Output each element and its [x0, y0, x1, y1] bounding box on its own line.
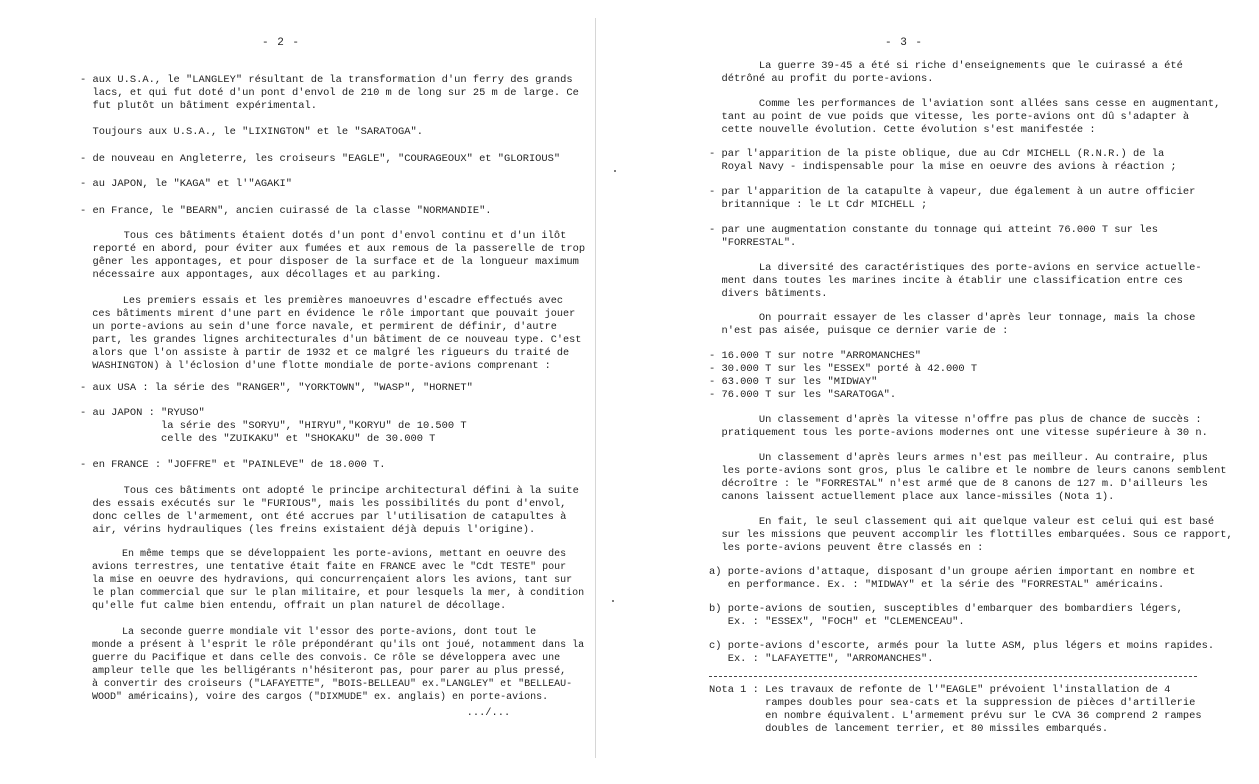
paragraph-france: - en France, le "BEARN", ancien cuirassé de la classe "NORMANDIE".	[80, 205, 492, 217]
paragraph-japan: - au JAPON, le "KAGA" et l'"AGAKI"	[80, 178, 293, 190]
list-item-support: b) porte-avions de soutien, susceptibles d'embarquer des bombardiers légers, Ex. : "ESSEX", "FOCH" et "CLEMENCEAU".	[709, 603, 1183, 628]
paragraph-lexington: Toujours aux U.S.A., le "LIXINGTON" et le "SARATOGA".	[80, 126, 423, 138]
list-item-attack: a) porte-avions d'attaque, disposant d'un groupe aérien important en nombre et en performance. Ex. : "MIDWAY" et la série des "FORRESTAL" américains.	[709, 566, 1196, 591]
paragraph-ww2: La seconde guerre mondiale vit l'essor des porte-avions, dont tout le monde a présent à l'esprit le rôle prépondérant qu'ils ont joué, notamment dans la guerre du Pacifique et dans celle des convois. Ce rôle se développera avec une ampleur telle que les belligérants n'hésiteront pas, pour parer au plus pressé, à convertir des croiseurs ("LAFAYETTE", "BOIS-BELLEAU" ex."LANGLEY" et "BELLEAU- WOOD" américains), voire des cargos ("DIXMUDE" ex. anglais) en porte-avions.	[92, 627, 585, 703]
tonnage-list: - 16.000 T sur notre "ARROMANCHES" - 30.000 T sur les "ESSEX" porté à 42.000 T - 63.000 T sur les "MIDWAY" - 76.000 T sur les "SARATOGA".	[709, 350, 978, 401]
right-page	[597, 0, 1259, 784]
paragraph-missions-class: En fait, le seul classement qui ait quelque valeur est celui qui est basé sur les missions que peuvent accomplir les flottilles embarquées. Sous ce rapport, les porte-avions peuvent être classés en :	[721, 516, 1233, 554]
paragraph-tonnage-increase: - par une augmentation constante du tonnage qui atteint 76.000 T sur les "FORRESTAL".	[709, 224, 1158, 249]
paragraph-weapons-class: Un classement d'après leurs armes n'est pas meilleur. Au contraire, plus les porte-avions sont gros, plus le calibre et le nombre de leurs canons semblent décroître : le "FORRESTAL" n'est armé que de 8 canons de 127 m. D'ailleurs les canons laissent actuellement place aux lance-missiles (Nota 1).	[721, 452, 1227, 503]
paragraph-seaplanes: En même temps que se développaient les porte-avions, mettant en oeuvre des avions terrestres, une tentative était faite en FRANCE avec le "Cdt TESTE" pour la mise en oeuvre des hydravions, qui concurrençaient alors les avions, tant sur le plan commercial que sur le plan militaire, et pour lesquels la mer, à condition qu'elle fut calme bien entendu, offrait un plan naturel de décollage.	[92, 549, 585, 612]
paragraph-diversity: La diversité des caractéristiques des porte-avions en service actuelle- ment dans toutes les marines incite à établir une classification entre ces divers bâtiments.	[721, 262, 1202, 300]
scan-speck	[612, 600, 614, 602]
paragraph-tonnage-class: On pourrait essayer de les classer d'après leur tonnage, mais la chose n'est pas aisée, puisque ce dernier varie de :	[721, 312, 1196, 337]
continuation-mark: .../...	[80, 707, 511, 719]
paragraph-usa-series: - aux USA : la série des "RANGER", "YORKTOWN", "WASP", "HORNET"	[80, 382, 473, 394]
page-number: - 3 -	[885, 37, 924, 49]
footnote-separator	[709, 676, 1197, 677]
scan-speck	[614, 170, 616, 172]
paragraph-speed-class: Un classement d'après la vitesse n'offre pas plus de chance de succès : pratiquement tous les porte-avions modernes ont une vitesse supérieure à 30 n.	[721, 414, 1208, 439]
page-divider	[595, 18, 596, 758]
page-number: - 2 -	[262, 37, 301, 49]
paragraph-angled-deck: - par l'apparition de la piste oblique, due au Cdr MICHELL (R.N.R.) de la Royal Navy - indispensable pour la mise en oeuvre des avions à réaction ;	[709, 148, 1177, 173]
paragraph-france-series: - en FRANCE : "JOFFRE" et "PAINLEVE" de 18.000 T.	[80, 459, 386, 471]
paragraph-first-trials: Les premiers essais et les premières manoeuvres d'escadre effectués avec ces bâtiments mirent d'une part en évidence le rôle important que pouvait jouer un porte-avions au sein d'une force navale, et permirent de définir, d'autre part, les grandes lignes architecturales d'un bâtiment de ce nouveau type. C'est alors que l'on assiste à partir de 1932 et ce malgré les rigueurs du traité de WASHINGTON) à l'éclosion d'une flotte mondiale de porte-avions comprenant :	[92, 296, 582, 372]
list-item-escort: c) porte-avions d'escorte, armés pour la lutte ASM, plus légers et moins rapides. Ex. : "LAFAYETTE", "ARROMANCHES".	[709, 640, 1215, 665]
paragraph-langley: - aux U.S.A., le "LANGLEY" résultant de la transformation d'un ferry des grands lacs, et qui fut doté d'un pont d'envol de 210 m de long sur 25 m de large. Ce fut plutôt un bâtiment expérimental.	[80, 74, 579, 112]
paragraph-japan-series: - au JAPON : "RYUSO" la série des "SORYU", "HIRYU","KORYU" de 10.500 T celle des "ZUIKAKU" et "SHOKAKU" de 30.000 T	[80, 407, 467, 445]
paragraph-steam-catapult: - par l'apparition de la catapulte à vapeur, due également à un autre officier britannique : le Lt Cdr MICHELL ;	[709, 186, 1196, 211]
paragraph-england: - de nouveau en Angleterre, les croiseurs "EAGLE", "COURAGEOUX" et "GLORIOUS"	[80, 153, 561, 165]
paragraph-performance: Comme les performances de l'aviation sont allées sans cesse en augmentant, tant au point de vue poids que vitesse, les porte-avions ont dû s'adapter à cette nouvelle évolution. Cette évolution s'est manifestée :	[721, 98, 1221, 136]
left-page	[0, 0, 595, 784]
paragraph-architecture: Tous ces bâtiments ont adopté le principe architectural défini à la suite des essais exécutés sur le "FURIOUS", mais les possibilités du pont d'envol, donc celles de l'armement, ont été accrues par l'utilisation de catapultes à air, vérins hydrauliques (les freins existaient déjà depuis l'origine).	[92, 485, 579, 536]
paragraph-flight-deck: Tous ces bâtiments étaient dotés d'un pont d'envol continu et d'un ilôt reporté en abord, pour éviter aux fumées et aux remous de la passerelle de trop gêner les appontages, et pour disposer de la surface et de la longueur maximum nécessaire aux appontages, aux décollages et au parking.	[92, 230, 586, 281]
paragraph-ww2-lessons: La guerre 39-45 a été si riche d'enseignements que le cuirassé a été détrôné au profit du porte-avions.	[721, 60, 1183, 85]
footnote: Nota 1 : Les travaux de refonte de l'"EAGLE" prévoient l'installation de 4 rampes doubles pour sea-cats et la suppression de pièces d'artillerie en nombre équivalent. L'armement prévu sur le CVA 36 comprend 2 rampes doubles de lancement terrier, et 80 missiles embarqués.	[709, 684, 1202, 735]
